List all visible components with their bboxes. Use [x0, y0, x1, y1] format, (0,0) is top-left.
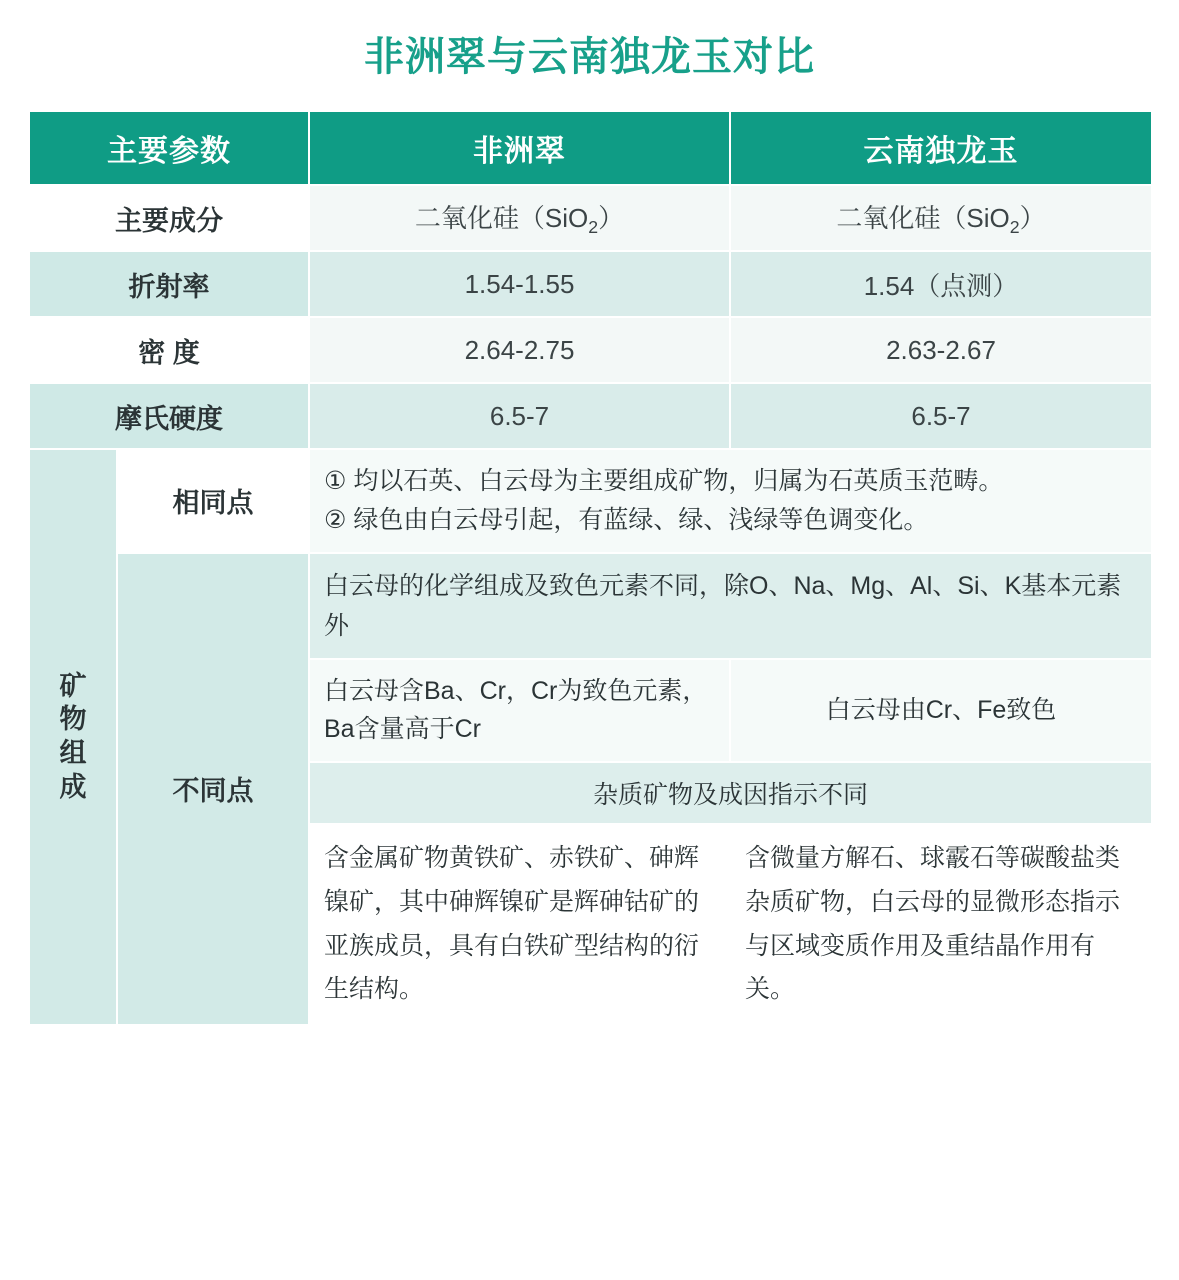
table-row — [29, 185, 1152, 251]
table-row — [29, 317, 1152, 383]
header-yunnan-dulong-jade: 云南独龙玉 — [730, 111, 1152, 185]
cell-diff-impurity-title: 杂质矿物及成因指示不同 — [309, 762, 1152, 824]
cell-diff-chemistry: 白云母的化学组成及致色元素不同，除O、Na、Mg、Al、Si、K基本元素外 — [309, 553, 1152, 659]
row-label-mineral-composition: 矿物组成 — [29, 449, 117, 1025]
cell-mohs-hardness-a: 6.5-7 — [309, 383, 730, 449]
same-point-2: ② 绿色由白云母引起，有蓝绿、绿、浅绿等色调变化。 — [324, 505, 929, 534]
cell-refractive-index-b: 1.54（点测） — [730, 251, 1152, 317]
cell-composition-b: 二氧化硅（SiO$_2$） — [730, 185, 1152, 251]
cell-diff-impurity-b: 含微量方解石、球霰石等碳酸盐类杂质矿物，白云母的显微形态指示与区域变质作用及重结晶作用有关。 — [730, 824, 1152, 1025]
cell-composition-a: 二氧化硅（SiO$_2$） — [309, 185, 730, 251]
table-row — [29, 251, 1152, 317]
row-label-density: 密 度 — [29, 317, 309, 383]
cell-diff-mica-b: 白云母由Cr、Fe致色 — [730, 659, 1152, 763]
table-row-same-points — [29, 449, 1152, 553]
table-row-diff-1 — [29, 553, 1152, 659]
row-label-composition: 主要成分 — [29, 185, 309, 251]
cell-diff-impurity-a: 含金属矿物黄铁矿、赤铁矿、砷辉镍矿，其中砷辉镍矿是辉砷钴矿的亚族成员，具有白铁矿型结构的衍生结构。 — [309, 824, 730, 1025]
header-african-jade: 非洲翠 — [309, 111, 730, 185]
table-row — [29, 383, 1152, 449]
cell-mohs-hardness-b: 6.5-7 — [730, 383, 1152, 449]
row-label-same-points: 相同点 — [117, 449, 309, 553]
page-title: 非洲翠与云南独龙玉对比 — [364, 35, 815, 79]
same-point-1: ① 均以石英、白云母为主要组成矿物，归属为石英质玉范畴。 — [324, 467, 1004, 496]
row-label-refractive-index: 折射率 — [29, 251, 309, 317]
table-header-row — [29, 111, 1152, 185]
cell-same-points — [309, 449, 1152, 553]
cell-refractive-index-a: 1.54-1.55 — [309, 251, 730, 317]
header-param: 主要参数 — [29, 111, 309, 185]
row-label-diff-points: 不同点 — [117, 553, 309, 1026]
row-label-mohs-hardness: 摩氏硬度 — [29, 383, 309, 449]
cell-density-a: 2.64-2.75 — [309, 317, 730, 383]
comparison-table — [28, 110, 1153, 1026]
cell-density-b: 2.63-2.67 — [730, 317, 1152, 383]
cell-diff-mica-a: 白云母含Ba、Cr，Cr为致色元素，Ba含量高于Cr — [309, 659, 730, 763]
